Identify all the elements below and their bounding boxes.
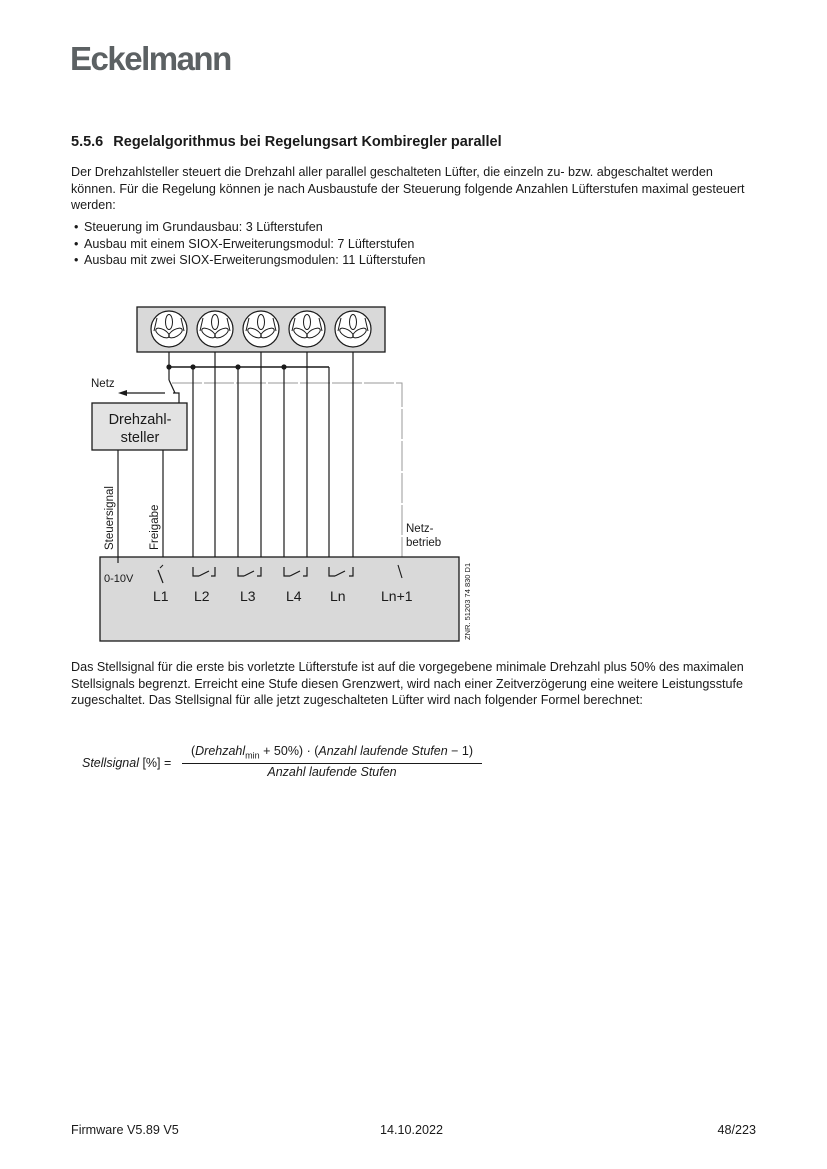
intro-paragraph: Der Drehzahlsteller steuert die Drehzahl aller parallel geschalteten Lüfter, die einzeln zu- bzw. abgeschaltet werden können. Für die Regelung können je nach Ausbaustufe der Steuerung folgende Anzahlen Lüfterstufen maximal gesteuert werden: xyxy=(71,165,745,212)
drawing-number: ZNR. 51203 74 830 D1 xyxy=(463,562,472,640)
output-label: Ln xyxy=(330,588,346,604)
list-item: • Ausbau mit einem SIOX-Erweiterungsmodul: 7 Lüfterstufen xyxy=(74,236,415,251)
formula-denominator: Anzahl laufende Stufen xyxy=(267,764,397,779)
svg-text:betrieb: betrieb xyxy=(406,537,442,549)
company-logo: Eckelmann xyxy=(70,40,231,77)
svg-text:steller: steller xyxy=(120,430,160,446)
list-item: • Steuerung im Grundausbau: 3 Lüfterstufen xyxy=(74,220,323,234)
footer-firmware: Firmware V5.89 V5 xyxy=(71,1123,179,1137)
footer-page-number: 48/223 xyxy=(717,1123,756,1137)
section-title: Regelalgorithmus bei Regelungsart Kombiregler parallel xyxy=(113,134,502,150)
output-label: L2 xyxy=(194,588,210,604)
output-label: Ln+1 xyxy=(381,588,413,604)
fan-icon xyxy=(243,311,279,347)
formula-fraction xyxy=(182,744,482,779)
section-number: 5.5.6 xyxy=(71,134,104,150)
fan-icon xyxy=(335,311,371,347)
formula-lhs: Stellsignal [%] = xyxy=(82,756,172,770)
release-label: Freigabe xyxy=(149,504,161,550)
svg-text:Drehzahl-: Drehzahl- xyxy=(108,412,172,428)
output-label: L1 xyxy=(153,588,169,604)
bullet-icon: • xyxy=(74,236,79,251)
fan-icon xyxy=(289,311,325,347)
voltage-label: 0-10V xyxy=(104,573,134,585)
body-paragraph: Das Stellsignal für die erste bis vorletzte Lüfterstufe ist auf die vorgegebene minimale Drehzahl plus 50% des maximalen Stellsignals begrenzt. Erreicht eine Stufe diesen Grenzwert, wird nach einer Zeitverzögerung eine weitere Leistungsstufe zugeschaltet. Das Stellsignal für alle jetzt zugeschalteten Lüfter wird nach folgender Formel berechnet: xyxy=(71,660,744,707)
fan-icon xyxy=(151,311,187,347)
formula-numerator: (Drehzahl$_{min}$ + 50%) · (Anzahl laufende Stufen − 1) xyxy=(182,744,482,764)
mains-operation-label: Netz- xyxy=(406,523,434,535)
list-item: • Ausbau mit zwei SIOX-Erweiterungsmodulen: 11 Lüfterstufen xyxy=(74,253,426,267)
netz-label: Netz xyxy=(91,378,115,390)
bullet-icon: • xyxy=(74,253,79,267)
output-label: L4 xyxy=(286,588,302,604)
footer-date: 14.10.2022 xyxy=(380,1123,444,1137)
signal-label: Steuersignal xyxy=(104,486,116,550)
fan-icon xyxy=(197,311,233,347)
output-label: L3 xyxy=(240,588,256,604)
bullet-icon: • xyxy=(74,220,79,234)
